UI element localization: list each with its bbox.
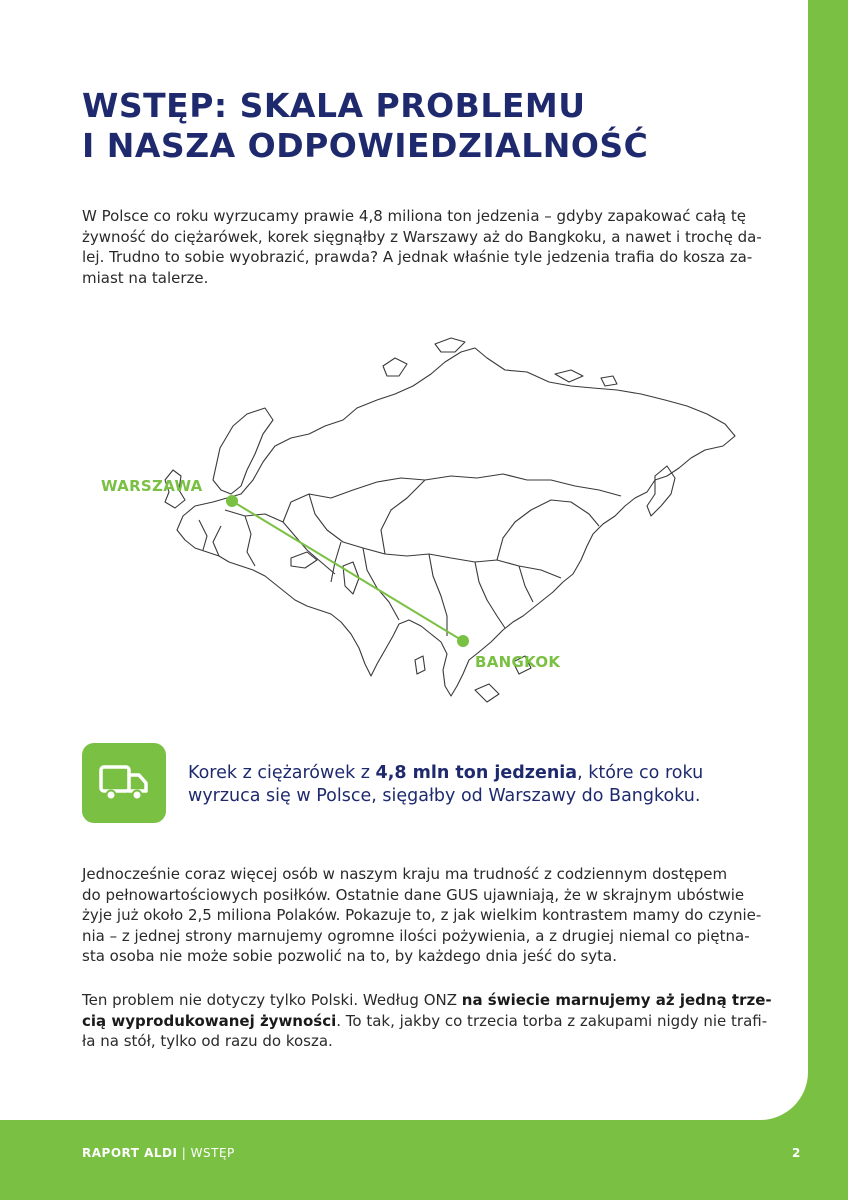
- map-border: [519, 566, 533, 602]
- truck-icon: [99, 765, 149, 801]
- footer-section: WSTĘP: [190, 1146, 235, 1160]
- intro-line: miast na talerze.: [82, 268, 209, 287]
- map-border: [245, 516, 255, 566]
- body-bold: cią wyprodukowanej żywności: [82, 1011, 337, 1030]
- map-island: [601, 376, 617, 386]
- body-text: . To tak, jakby co trzecia torba z zakupami nigdy nie trafi-: [336, 1011, 768, 1030]
- footer-separator: |: [177, 1146, 191, 1160]
- intro-line: lej. Trudno to sobie wyobrazić, prawda? A jednak właśnie tyle jedzenia trafia do kosza za-: [82, 248, 753, 266]
- page-title-line-1: WSTĘP: SKALA PROBLEMU: [82, 86, 586, 125]
- map-scandinavia: [213, 408, 273, 494]
- map-border: [199, 520, 207, 550]
- map-island: [475, 684, 499, 702]
- callout-line-1: [188, 762, 703, 785]
- map-island: [383, 358, 407, 376]
- body-line: [82, 1011, 768, 1032]
- map-island: [555, 370, 583, 382]
- footer-brand: RAPORT ALDI: [82, 1146, 178, 1160]
- map-eurasia-outline: [177, 348, 735, 696]
- body-bold: na świecie marnujemy aż jedną trze-: [461, 991, 772, 1009]
- eurasia-map: [95, 330, 755, 720]
- map-border: [213, 526, 221, 556]
- body-line: nia – z jednej strony marnujemy ogromne ilości pożywienia, a z drugiej niemal co piętna-: [82, 926, 750, 945]
- page-title: [82, 86, 648, 166]
- intro-line: W Polsce co roku wyrzucamy prawie 4,8 miliona ton jedzenia – gdyby zapakować całą tę: [82, 207, 746, 225]
- truck-icon-tile: [82, 743, 166, 823]
- map-border: [309, 494, 561, 578]
- page-number: 2: [792, 1146, 801, 1160]
- body-line: Jednocześnie coraz więcej osób w naszym kraju ma trudność z codziennym dostępem: [82, 865, 728, 883]
- body-line: sta osoba nie może sobie pozwolić na to, by każdego dnia jeść do syta.: [82, 947, 617, 965]
- map-island: [435, 338, 465, 352]
- map-border: [497, 500, 599, 560]
- map-border: [381, 480, 425, 554]
- map-border: [225, 510, 335, 574]
- map-border: [475, 562, 505, 628]
- body-text: Ten problem nie dotyczy tylko Polski. Według ONZ: [82, 991, 462, 1009]
- route-line: [232, 501, 463, 641]
- callout-line-2: wyrzuca się w Polsce, sięgałby od Warszawy do Bangkoku.: [188, 786, 701, 806]
- map-sea: [291, 552, 317, 568]
- map-island: [415, 656, 425, 674]
- callout-text-post: , które co roku: [577, 763, 704, 783]
- footer-label: [82, 1146, 235, 1160]
- warszawa-dot: [226, 495, 238, 507]
- body-line: [82, 990, 772, 1011]
- body-line: ła na stół, tylko od razu do kosza.: [82, 1032, 333, 1050]
- body-line: żyje już około 2,5 miliona Polaków. Pokazuje to, z jak wielkim kontrastem mamy do czynie-: [82, 906, 762, 924]
- body-line: do pełnowartościowych posiłków. Ostatnie dane GUS ujawniają, że w skrajnym ubóstwie: [82, 885, 745, 904]
- bangkok-dot: [457, 635, 469, 647]
- map-border: [429, 554, 447, 636]
- page-title-line-2: I NASZA ODPOWIEDZIALNOŚĆ: [82, 126, 649, 165]
- intro-line: żywność do ciężarówek, korek sięgnąłby z Warszawy aż do Bangkoku, a nawet i trochę da-: [82, 227, 762, 246]
- global-paragraph: [82, 990, 772, 1052]
- intro-paragraph: [82, 206, 762, 288]
- map-sea: [343, 562, 359, 594]
- warszawa-label: WARSZAWA: [101, 477, 203, 495]
- callout-text: [188, 762, 703, 808]
- callout-text-pre: Korek z ciężarówek z: [188, 763, 376, 783]
- callout-text-bold: 4,8 mln ton jedzenia: [375, 763, 578, 783]
- poverty-paragraph: [82, 864, 762, 967]
- map-border: [283, 474, 621, 522]
- bangkok-label: BANGKOK: [475, 653, 561, 671]
